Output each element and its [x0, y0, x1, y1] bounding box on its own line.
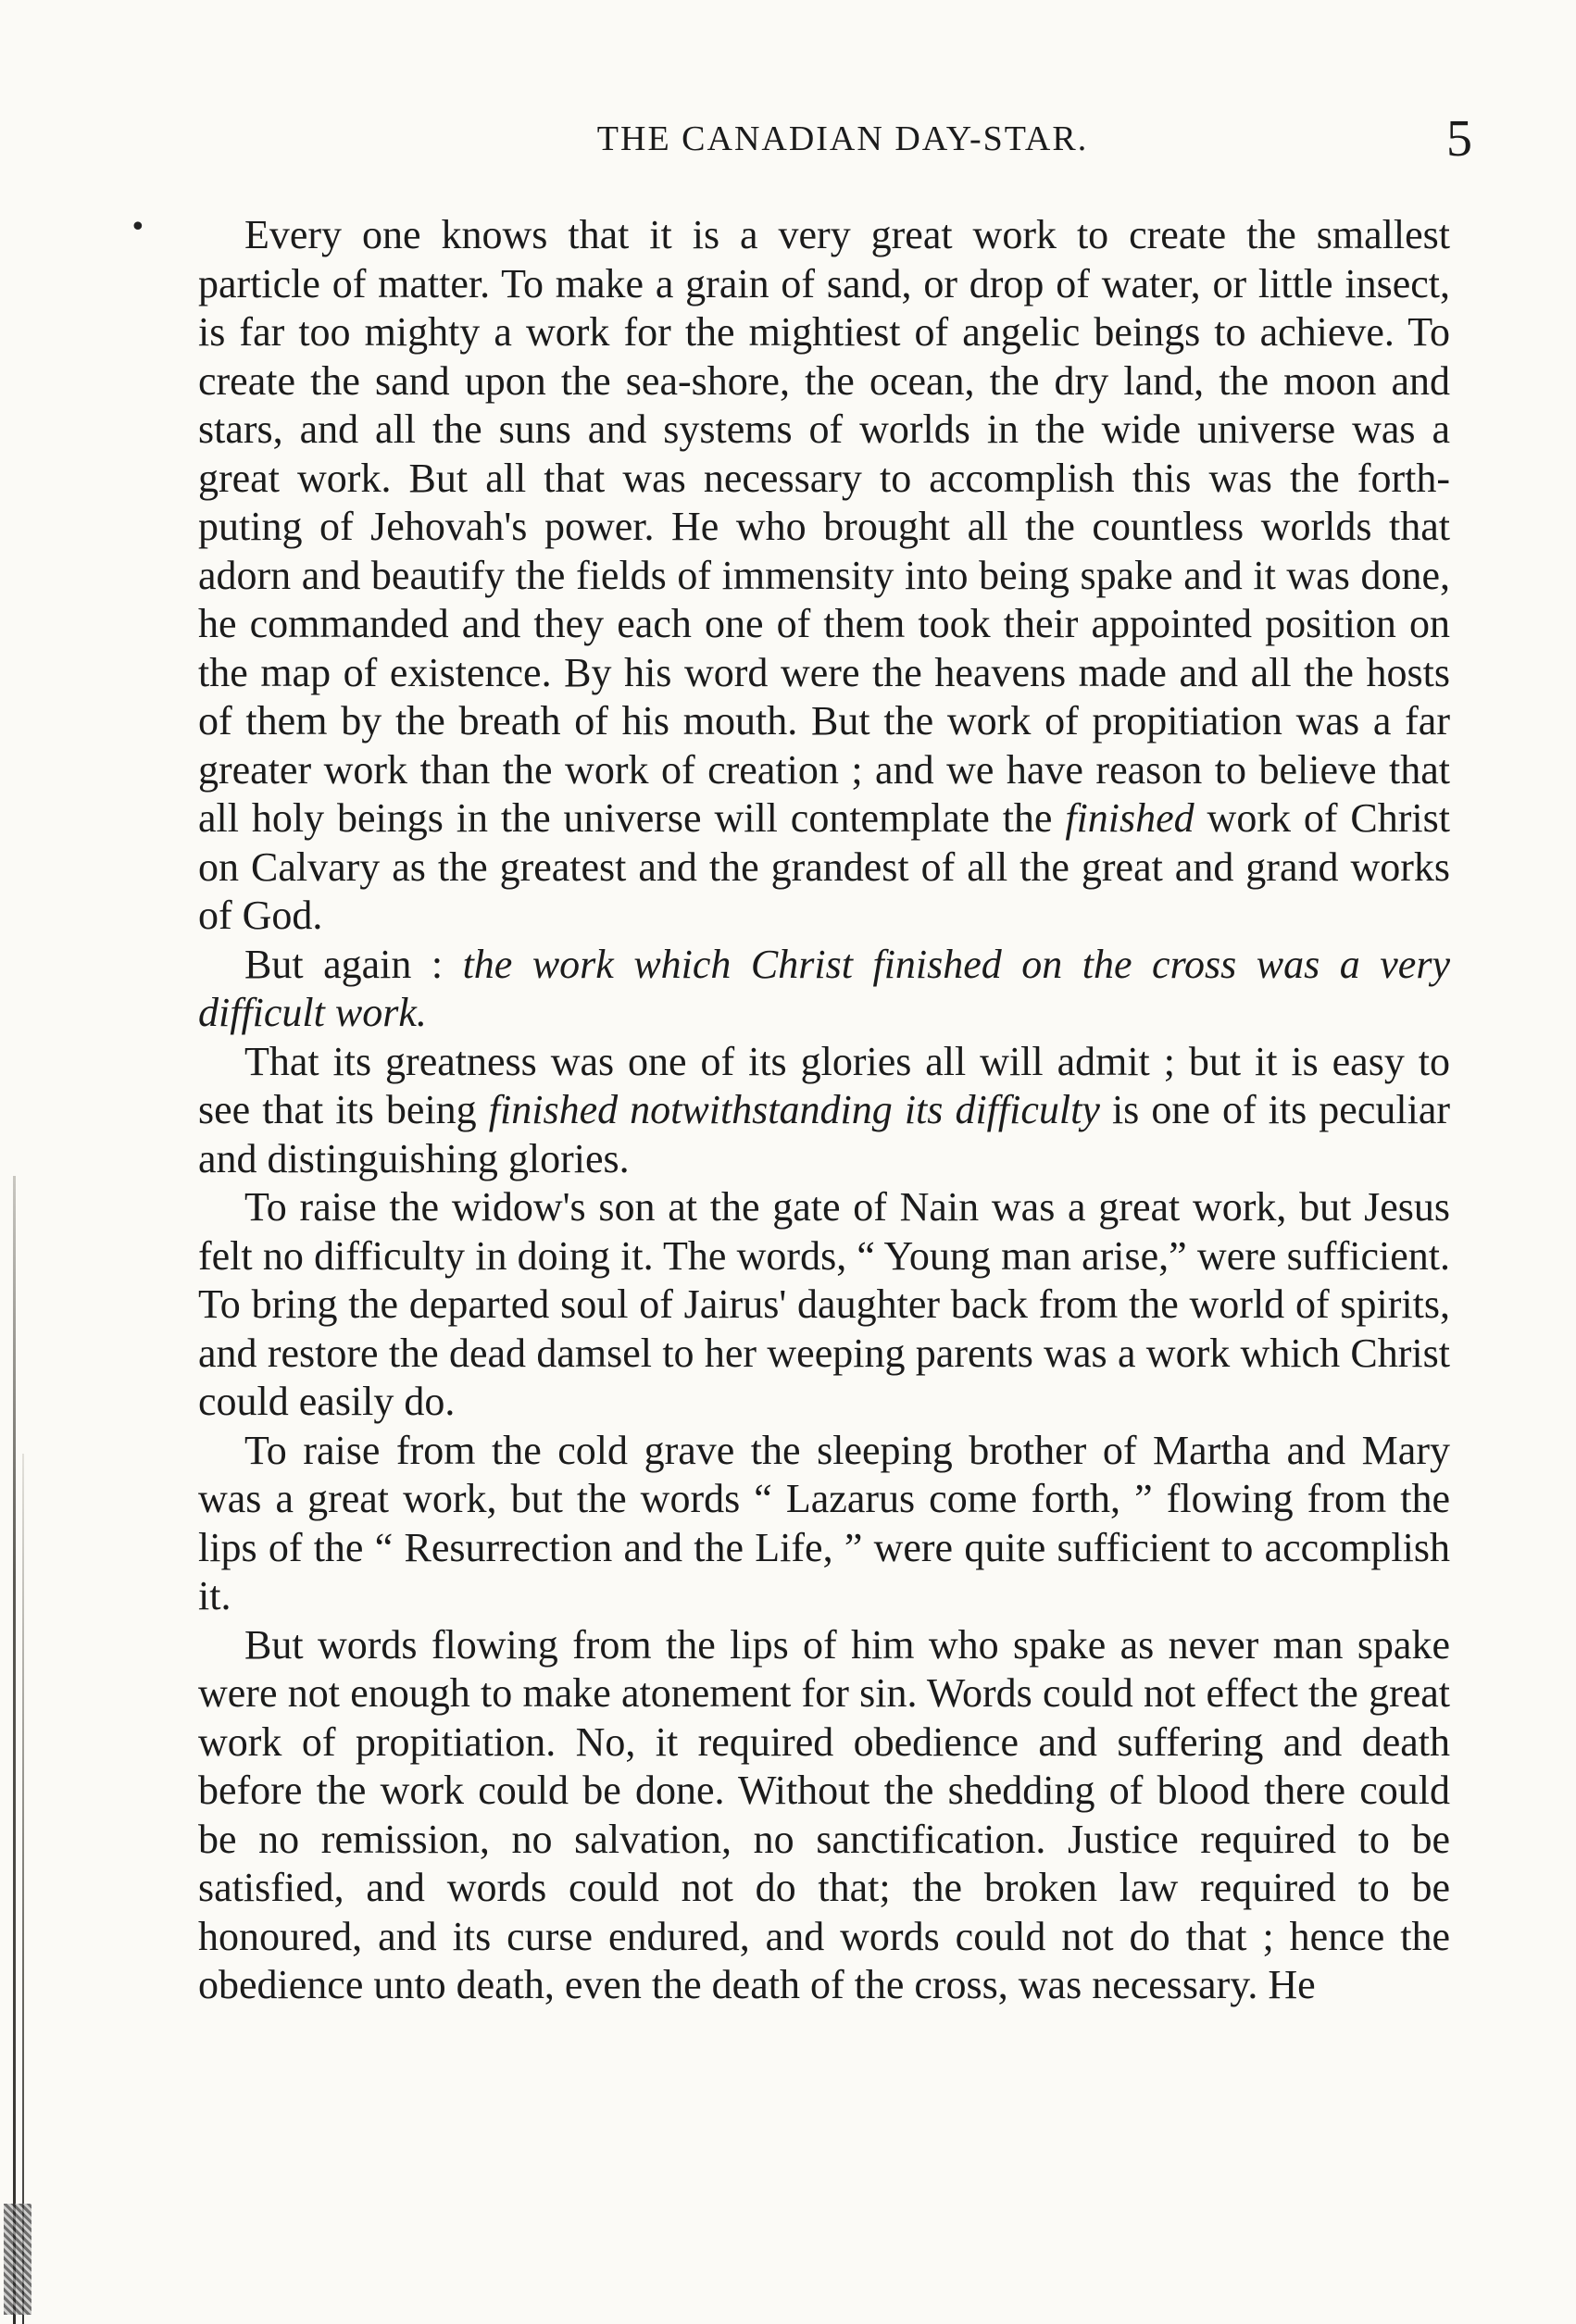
text-run: Every one knows that it is a very great work to create the smallest particle of matter. To make a grain of sand, or drop of water, or little insect, is far too mighty a work for the mightiest of angelic beings to achieve. To create the sand upon the sea-shore, the ocean, the dry land, the moon and stars, and all the suns and systems of worlds in the wide universe was a great work. But all that was necessary to accomplish this was the forth-puting of Jehovah's power. He who brought all the countless worlds that adorn and beautify the fields of immensity into being spake and it was done, he commanded and they each one of them took their appointed position on the map of existence. By his word were the heavens made and all the hosts of them by the breath of his mouth. But the work of propitiation was a far greater work than the work of creation ; and we have reason to believe that all holy beings in the universe will contemplate the: [198, 212, 1450, 841]
text-run: work of Christ on Calvary as the greatest and the grandest of all the great and grand works of God.: [198, 795, 1450, 938]
italic-run: finished notwithstanding its difficulty: [488, 1087, 1100, 1132]
text-run: But words flowing from the lips of him who spake as never man spake were not enough to make atonement for sin. Words could not effect the great work of propitiation. No, it required obedience and suffering and death before the work could be done. Without the shedding of blood there could be no remission, no salvation, no sanctification. Justice required to be satisfied, and words could not do that; the broken law required to be honoured, and its curse endured, and words could not do that ; hence the obedience unto death, even the death of the cross, was necessary. He: [198, 1621, 1450, 2007]
text-run: To raise the widow's son at the gate of Nain was a great work, but Jesus felt no difficulty in doing it. The words, “ Young man arise,” were sufficient. To bring the departed soul of Jairus' daughter back from the world of spirits, and restore the dead damsel to her weeping parents was a work which Christ could easily do.: [198, 1184, 1450, 1424]
italic-run: finished: [1065, 795, 1195, 841]
italic-run: the work which Christ finished on the cross was a very difficult work.: [198, 941, 1450, 1035]
stray-ink-mark: •: [130, 211, 146, 244]
text-run: But again :: [244, 941, 463, 987]
paragraph: [198, 1427, 1450, 1621]
text-run: That its greatness was one of its glories all will admit ; but it is easy to see that its being: [198, 1038, 1450, 1132]
running-title: THE CANADIAN DAY-STAR.: [596, 119, 1089, 158]
text-run: To raise from the cold grave the sleeping brother of Martha and Mary was a great work, but the words “ Lazarus come forth, ” flowing from the lips of the “ Resurrection and the Life, ” were quite sufficient to accomplish it.: [198, 1427, 1450, 1618]
paragraph: [198, 1621, 1450, 2010]
gutter-shadow-line-secondary: [22, 1454, 24, 2324]
gutter-ink-blot: [4, 2204, 31, 2315]
paragraph: [198, 1038, 1450, 1184]
page-number: 5: [1446, 110, 1472, 168]
paragraph: [198, 941, 1450, 1038]
text-run: is one of its peculiar and distinguishing glories.: [198, 1087, 1450, 1181]
body-text: [198, 211, 1450, 2010]
paragraph: [198, 1183, 1450, 1427]
gutter-shadow-line: [13, 1176, 16, 2324]
paragraph: [198, 211, 1450, 941]
binding-gutter: [0, 1176, 33, 2324]
page-header: [194, 110, 1491, 174]
